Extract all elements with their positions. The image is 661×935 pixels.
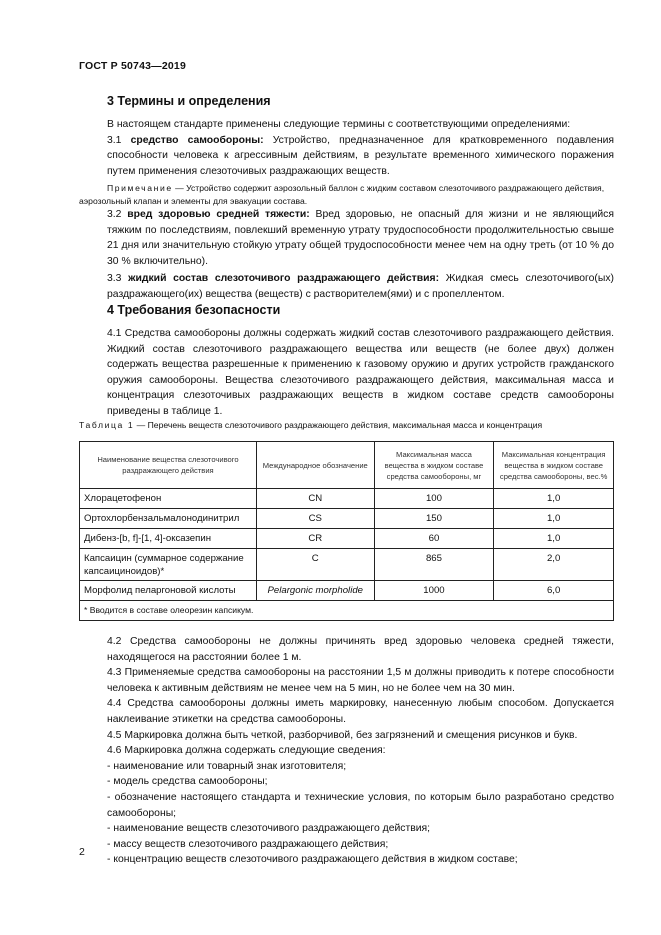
- table-header: Международное обозначение: [256, 442, 374, 489]
- section-4-paragraphs: [79, 634, 614, 868]
- note: [79, 182, 614, 207]
- table-cell: 865: [374, 549, 494, 581]
- table-row: [80, 489, 614, 509]
- note-text: — Устройство содержит аэрозольный баллон с жидким составом слезоточивого раздражающего действия, аэрозольный клапан и элементы для эвакуации состава.: [79, 183, 605, 206]
- table-row: [80, 529, 614, 549]
- table-cell: Морфолид пеларгоновой кислоты: [80, 581, 257, 601]
- table-cell: Хлорацетофенон: [80, 489, 257, 509]
- table-header-row: [80, 442, 614, 489]
- term-number: 3.1: [107, 134, 131, 146]
- list-item: - обозначение настоящего стандарта и технические условия, по которым было разработано средство самообороны;: [107, 791, 614, 819]
- paragraph-4-5: 4.5 Маркировка должна быть четкой, разборчивой, без загрязнений и смещения рисунков и букв.: [107, 729, 578, 741]
- section-3-body: [79, 117, 614, 179]
- table-cell: Pelargonic morpholide: [256, 581, 374, 601]
- table-header: Максимальная масса вещества в жидком составе средства самообороны, мг: [374, 442, 494, 489]
- paragraph-4-4: 4.4 Средства самообороны должны иметь маркировку, нанесенную любым способом. Допускается наклеивание этикетки на средства самообороны.: [107, 698, 614, 725]
- table-cell: 1,0: [494, 489, 614, 509]
- list-item: - массу веществ слезоточивого раздражающего действия;: [107, 838, 389, 850]
- paragraph-4-1: [79, 326, 614, 420]
- term-3-1: [79, 133, 614, 180]
- section-3-intro: В настоящем стандарте применены следующие термины с соответствующими определениями:: [107, 119, 571, 130]
- table-cell: 6,0: [494, 581, 614, 601]
- term-name: средство самообороны:: [130, 134, 264, 146]
- table-row: [80, 509, 614, 529]
- table-caption-text: — Перечень веществ слезоточивого раздражающего действия, максимальная масса и концентрация: [134, 420, 543, 430]
- term-number: 3.2: [107, 209, 128, 220]
- table-cell: 100: [374, 489, 494, 509]
- section-3-terms: [79, 207, 614, 303]
- paragraph-text: 4.1 Средства самообороны должны содержать жидкий состав слезоточивого раздражающего действия. Жидкий состав слезоточивого раздражающего вещества или веществ (не более двух) должен содержать вещества разрешенные к применению к газовому оружию и других устройств гражданского оружия самообороны. Вещества слезоточивого раздражающего действия, максимальная масса и концентрация слезоточивых раздражающих веществ в жидком составе средств самообороны приведены в таблице 1.: [107, 328, 614, 417]
- table-cell: 60: [374, 529, 494, 549]
- table-cell: Дибенз-[b, f]-[1, 4]-оксазепин: [80, 529, 257, 549]
- table-cell: Капсаицин (суммарное содержание капсаициноидов)*: [80, 549, 257, 581]
- paragraph-4-6: 4.6 Маркировка должна содержать следующие сведения:: [107, 745, 386, 757]
- paragraph-4-3: 4.3 Применяемые средства самообороны на расстоянии 1,5 м должны приводить к потере способности человека к активным действиям не менее чем на 5 мин, но не более чем на 30 мин.: [107, 667, 614, 694]
- table-cell: 1,0: [494, 509, 614, 529]
- section-4-heading: 4 Требования безопасности: [107, 303, 281, 317]
- section-3-heading: 3 Термины и определения: [107, 94, 271, 108]
- table-caption-label: Таблица 1: [79, 420, 135, 430]
- table-cell: CR: [256, 529, 374, 549]
- term-3-2: [79, 207, 614, 269]
- paragraph-4-2: 4.2 Средства самообороны не должны причинять вред здоровью человека средней тяжести, находящегося на расстоянии более 1 м.: [107, 636, 614, 663]
- table-cell: 2,0: [494, 549, 614, 581]
- table-footnote: * Вводится в составе олеорезин капсикум.: [80, 601, 614, 621]
- term-name: жидкий состав слезоточивого раздражающего действия:: [128, 273, 440, 285]
- list-item: - наименование или товарный знак изготовителя;: [107, 760, 347, 772]
- term-number: 3.3: [107, 273, 129, 285]
- term-3-3: [79, 271, 614, 302]
- standard-code: ГОСТ Р 50743—2019: [79, 60, 187, 72]
- table-header: Максимальная концентрация вещества в жидком составе средства самообороны, вес.%: [494, 442, 614, 489]
- term-definition: Устройство, предназначенное для кратковременного подавления способности человека к агрессивным действиям, в результате временного химического поражения путем применения слезоточивых раздражающих веществ.: [107, 134, 614, 177]
- list-item: - наименование веществ слезоточивого раздражающего действия;: [107, 823, 431, 835]
- table-cell: 1000: [374, 581, 494, 601]
- list-item: - концентрацию веществ слезоточивого раздражающего действия в жидком составе;: [107, 854, 518, 866]
- table-footnote-row: [80, 601, 614, 621]
- table-row: [80, 581, 614, 601]
- term-name: вред здоровью средней тяжести:: [127, 209, 310, 220]
- table-cell: Ортохлорбензальмалонодинитрил: [80, 509, 257, 529]
- list-item: - модель средства самообороны;: [107, 776, 268, 788]
- note-label: Примечание: [107, 183, 173, 193]
- table-cell: CN: [256, 489, 374, 509]
- term-definition: Вред здоровью, не опасный для жизни и не являющийся тяжким по последствиям, повлекший временную утрату трудоспособности продолжительностью свыше 21 дня или значительную стойкую утрату общей трудоспособности менее чем на одну треть (от 10 % до 30 % включительно).: [107, 209, 614, 267]
- table-cell: 150: [374, 509, 494, 529]
- table-cell: C: [256, 549, 374, 581]
- table-caption: [79, 420, 542, 430]
- table-cell: 1,0: [494, 529, 614, 549]
- substances-table: [79, 441, 614, 621]
- table-row: [80, 549, 614, 581]
- page-number: 2: [79, 846, 85, 858]
- table-cell: CS: [256, 509, 374, 529]
- table-header: Наименование вещества слезоточивого раздражающего действия: [80, 442, 257, 489]
- term-definition: Жидкая смесь слезоточивого(ых) раздражающего(их) вещества (веществ) с растворителем(ями) и с пропеллентом.: [107, 273, 614, 300]
